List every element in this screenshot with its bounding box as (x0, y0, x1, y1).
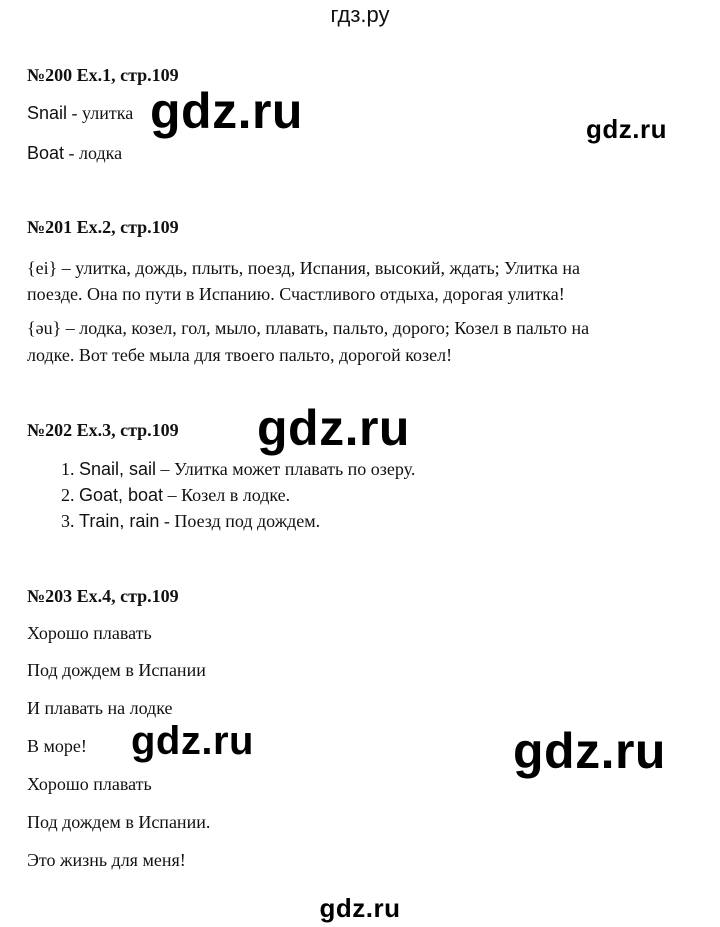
list-item (79, 482, 415, 508)
ex202-title: №202 Ex.3, стр.109 (27, 420, 179, 440)
ex200-line-1 (27, 103, 133, 124)
ex200-line-1-en: Snail (27, 103, 68, 123)
ex203-line-6: Под дождем в Испании. (27, 812, 211, 832)
ex201-p1-line-1: {ei} – улитка, дождь, плыть, поезд, Испания, высокий, ждать; Улитка на (27, 258, 580, 278)
ex203-line-1: Хорошо плавать (27, 623, 152, 643)
list-item (79, 508, 415, 534)
ex200-line-2-en: Boat (27, 143, 65, 163)
watermark-3: gdz.ru (257, 400, 410, 456)
ex202-item-2-en: Goat, boat (79, 485, 164, 505)
ex202-list (52, 456, 415, 534)
ex203-line-4: В море! (27, 736, 87, 756)
ex201-title: №201 Ex.2, стр.109 (27, 217, 179, 237)
ex203-title: №203 Ex.4, стр.109 (27, 586, 179, 606)
ex203-line-7: Это жизнь для меня! (27, 850, 186, 870)
ex201-p2-line-2: лодке. Вот тебе мыла для твоего пальто, дорогой козел! (27, 345, 453, 365)
ex202-item-2-ru: – Козел в лодке. (163, 485, 291, 505)
ex202-item-3-ru: - Поезд под дождем. (159, 511, 321, 531)
ex202-item-1-en: Snail, sail (79, 459, 157, 479)
watermark-2: gdz.ru (586, 114, 667, 144)
ex200-line-2-ru: - лодка (64, 143, 123, 163)
footer-watermark: gdz.ru (319, 893, 401, 923)
ex202-item-3-en: Train, rain (79, 511, 160, 531)
ex203-line-2: Под дождем в Испании (27, 660, 206, 680)
ex203-line-5: Хорошо плавать (27, 774, 152, 794)
ex200-line-1-ru: - улитка (67, 103, 134, 123)
watermark-1: gdz.ru (150, 83, 303, 139)
ex200-line-2 (27, 143, 122, 164)
watermark-4: gdz.ru (131, 719, 254, 763)
site-header: гдз.ру (330, 2, 390, 27)
ex201-p2-line-1: {əu} – лодка, козел, гол, мыло, плавать, пальто, дорого; Козел в пальто на (27, 318, 590, 338)
ex202-item-1-ru: – Улитка может плавать по озеру. (156, 459, 416, 479)
watermark-5: gdz.ru (513, 723, 666, 779)
list-item (79, 456, 415, 482)
ex200-title: №200 Ex.1, стр.109 (27, 65, 179, 85)
ex201-p1-line-2: поезде. Она по пути в Испанию. Счастливого отдыха, дорогая улитка! (27, 284, 565, 304)
ex203-line-3: И плавать на лодке (27, 698, 173, 718)
